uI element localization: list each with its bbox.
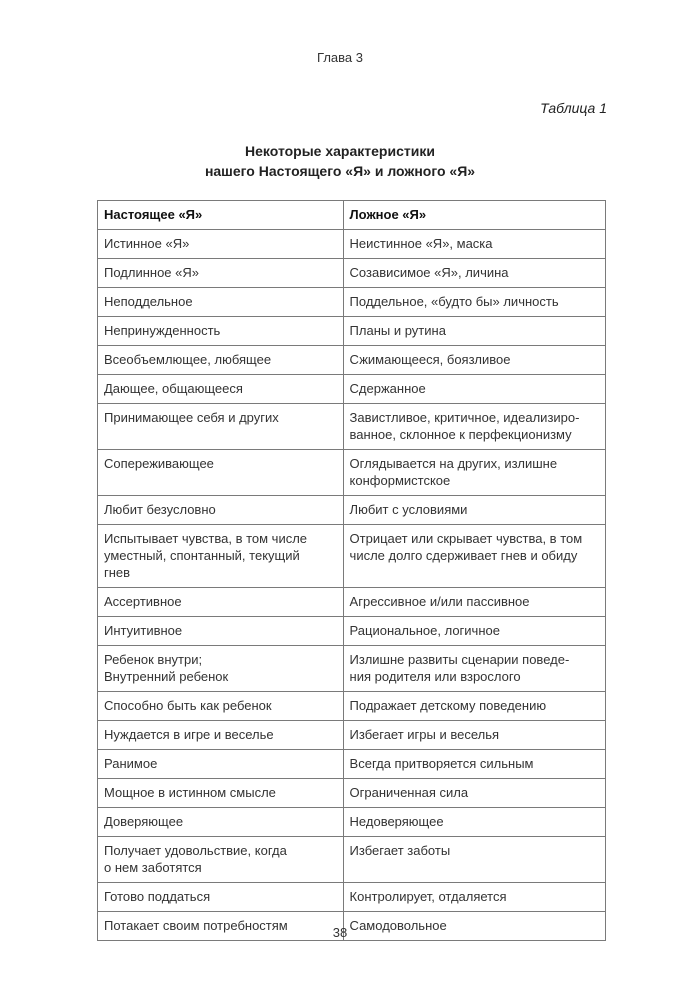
- table-row: [98, 646, 606, 692]
- cell-true-self: Испытывает чувства, в том числе уместный, спонтанный, текущий гнев: [98, 525, 344, 588]
- table-title-line-2: нашего Настоящего «Я» и ложного «Я»: [204, 163, 476, 179]
- cell-true-self: Всеобъемлющее, любящее: [98, 346, 344, 375]
- cell-false-self: Подражает детскому поведению: [343, 692, 605, 721]
- table-header-row: [98, 201, 606, 230]
- table-row: [98, 288, 606, 317]
- cell-true-self: Ребенок внутри; Внутренний ребенок: [98, 646, 344, 692]
- table-body: [98, 230, 606, 941]
- cell-true-self: Дающее, общающееся: [98, 375, 344, 404]
- table-row: [98, 750, 606, 779]
- cell-false-self: Всегда притворяется сильным: [343, 750, 605, 779]
- cell-true-self: Сопереживающее: [98, 450, 344, 496]
- table-row: [98, 450, 606, 496]
- cell-false-self: Поддельное, «будто бы» личность: [343, 288, 605, 317]
- cell-false-self: Излишне развиты сценарии поведе- ния родителя или взрослого: [343, 646, 605, 692]
- cell-false-self: Агрессивное и/или пассивное: [343, 588, 605, 617]
- cell-false-self: Избегает игры и веселья: [343, 721, 605, 750]
- table-row: [98, 259, 606, 288]
- table-row: [98, 404, 606, 450]
- table-row: [98, 692, 606, 721]
- cell-false-self: Избегает заботы: [343, 837, 605, 883]
- cell-false-self: Планы и рутина: [343, 317, 605, 346]
- table-row: [98, 317, 606, 346]
- table-row: [98, 375, 606, 404]
- running-header: Глава 3: [317, 50, 363, 65]
- cell-true-self: Любит безусловно: [98, 496, 344, 525]
- cell-false-self: Сжимающееся, боязливое: [343, 346, 605, 375]
- cell-false-self: Контролирует, отдаляется: [343, 883, 605, 912]
- cell-true-self: Непринужденность: [98, 317, 344, 346]
- cell-true-self: Получает удовольствие, когда о нем заботятся: [98, 837, 344, 883]
- table-row: [98, 721, 606, 750]
- table-row: [98, 808, 606, 837]
- table-row: [98, 525, 606, 588]
- cell-false-self: Оглядывается на других, излишне конформистское: [343, 450, 605, 496]
- cell-false-self: Созависимое «Я», личина: [343, 259, 605, 288]
- table-row: [98, 346, 606, 375]
- cell-true-self: Потакает своим потребностям: [98, 912, 344, 941]
- table-row: [98, 883, 606, 912]
- table-title: [0, 141, 680, 181]
- table-row: [98, 230, 606, 259]
- table-title-line-1: Некоторые характеристики: [245, 143, 435, 159]
- cell-false-self: Рациональное, логичное: [343, 617, 605, 646]
- cell-false-self: Недоверяющее: [343, 808, 605, 837]
- cell-false-self: Самодовольное: [343, 912, 605, 941]
- cell-true-self: Принимающее себя и других: [98, 404, 344, 450]
- cell-false-self: Отрицает или скрывает чувства, в том числе долго сдерживает гнев и обиду: [343, 525, 605, 588]
- table-row: [98, 588, 606, 617]
- cell-true-self: Истинное «Я»: [98, 230, 344, 259]
- cell-true-self: Ассертивное: [98, 588, 344, 617]
- cell-true-self: Подлинное «Я»: [98, 259, 344, 288]
- cell-true-self: Доверяющее: [98, 808, 344, 837]
- cell-true-self: Мощное в истинном смысле: [98, 779, 344, 808]
- table-row: [98, 496, 606, 525]
- header-false-self: Ложное «Я»: [343, 201, 605, 230]
- cell-false-self: Любит с условиями: [343, 496, 605, 525]
- cell-true-self: Готово поддаться: [98, 883, 344, 912]
- table-label: Таблица 1: [540, 100, 607, 116]
- cell-true-self: Ранимое: [98, 750, 344, 779]
- cell-true-self: Нуждается в игре и веселье: [98, 721, 344, 750]
- page-number: 38: [332, 925, 348, 940]
- header-true-self: Настоящее «Я»: [98, 201, 344, 230]
- table-row: [98, 617, 606, 646]
- cell-true-self: Способно быть как ребенок: [98, 692, 344, 721]
- table-row: [98, 779, 606, 808]
- cell-true-self: Интуитивное: [98, 617, 344, 646]
- characteristics-table: [97, 200, 606, 941]
- cell-false-self: Завистливое, критичное, идеализиро- ванное, склонное к перфекционизму: [343, 404, 605, 450]
- cell-true-self: Неподдельное: [98, 288, 344, 317]
- cell-false-self: Неистинное «Я», маска: [343, 230, 605, 259]
- cell-false-self: Сдержанное: [343, 375, 605, 404]
- cell-false-self: Ограниченная сила: [343, 779, 605, 808]
- table-row: [98, 837, 606, 883]
